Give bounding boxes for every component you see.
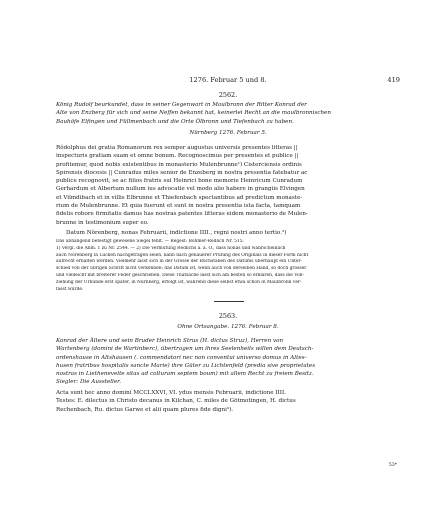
note-line: aufrecht erhalten werden. Vielmehr lässt sich in der Grösse der Buchstaben des Datums überhaupt ein Unter- [56, 259, 303, 265]
regest [56, 337, 400, 387]
note-line: ziehung der Urkunde erst später, in Nürnberg, erfolgt ist, während diese selbst etwa schon in Maulbronn ver- [56, 279, 302, 285]
datum-text: Datum Nŏrenberg, nonas Februarii, indictione IIII., regni nostri anno tertio.²) [66, 230, 287, 236]
text-line: Spirensis diocesis || Cunradus miles senior de Enzeberg in nostra presentia fatebatur ac [56, 169, 308, 176]
regest-line: Alte von Enzberg für sich und seine Neffen bekannt hat, keinerlei Recht an die maulbronnischen [56, 110, 331, 117]
text-line: profitemur, quod nobis existentibus in monasterio Mulenbrunne¹) Cisterciensis ordinis [56, 161, 302, 168]
regest-line: husen fratribus hospitalis sancte Marie) ihre Güter zu Lichtenfeld (predia sive proprietates [56, 362, 316, 369]
regest-line: König Rudolf beurkundet, dass in seiner Gegenwart in Maulbronn der Ritter Konrad der [56, 102, 307, 108]
header-title: 1276. Februar 5 und 8. [189, 76, 267, 84]
text-line: inspecturis gratiam suam et omne bonum. Recognoscimus per presentes et publice || [56, 153, 299, 160]
datum-line [56, 229, 400, 237]
text-line: et Vilmdibach et in villis Elbrunne et Thiefenbach spectantibus ad predictum monaste- [56, 194, 303, 201]
text-line: brunne in testimonium super eo. [56, 219, 149, 226]
text-line: fidelis robore firmitatis damus has nostras patentes litteras eidem monasterio de Mulen- [56, 211, 308, 218]
note-line: und vielleicht mit breiterer Feder geschrieben. Diese Thatsache lässt sich am besten so erklären, dass die Voll- [56, 272, 304, 278]
document-number: 2562. [218, 91, 238, 99]
text-line: Gerhardum et Albertum nullum ius advocatie vel modo alio habere in grangiis Elvingen [56, 186, 305, 193]
sealer-line: Siegler: Die Aussteller. [56, 379, 121, 386]
section-divider [214, 301, 244, 302]
regest-line: Konrad der Ältere und sein Bruder Heinrich Strus (H. dictus Struz), Herren von [56, 338, 284, 344]
text-line: publice recognovit, se ac filios fratris sui Heinrici bone memorie Heinricum Cunradum [56, 178, 303, 185]
note-line: Das abhangend befestigt gewesene Siegel fehlt. — Regest: Böhmer-Redlich Nr. 515. [56, 239, 244, 244]
note-line: 1) Vergl. die Anm. 1 zu Nr. 2544. — 2) Die Vermutung Redlichs a. a. O., dass nonas und wahrscheinlich [56, 245, 286, 251]
charter-text [56, 389, 400, 414]
regest [56, 101, 400, 126]
date-place: Ohne Ortsangabe. 1276. Februar 8. [177, 324, 279, 330]
regest-line: ordenshause in Altshausen (. commendatori nec non conventui universo domus in Altes- [56, 354, 307, 361]
regest-line: Bauhöfe Elfingen und Füllmenbach und die Orte Ölbronn und Tiefenbach zu haben. [56, 118, 294, 125]
date-place: Nürnberg 1276. Februar 5. [189, 130, 267, 136]
text-line: Rechenbach, Ru. dictus Garwe et alii quam plures fide digni³). [56, 406, 234, 413]
note-line: fasst wurde. [56, 286, 84, 292]
running-header [56, 76, 400, 86]
page-number: 419 [387, 76, 400, 84]
signature-mark: 53* [388, 463, 397, 468]
note-line: auch Nŏrenberg in Lücken nachgetragen seien, kann nach genauerer Prüfung des Originals in dieser Form nicht [56, 252, 309, 258]
document-number: 2563. [218, 312, 238, 320]
note-line: schied von der übrigen Schrift nicht verkennen: das Datum ist, wenn auch von derselben Hand, so doch grösser [56, 266, 307, 272]
regest-line: nostras in Liethenevelte sitas ad colturam septem boum) mit allem Recht zu freiem Besitz. [56, 371, 314, 378]
text-line: Acta sunt hec anno domini MCCLXXVI, VI. ydus mensis Februarii, indictione IIII. [56, 390, 286, 396]
footnotes [56, 239, 400, 293]
charter-text [56, 144, 400, 227]
text-line: rium de Mulenbrunne. Et quia fuerunt et sunt in nostra presentia ista facta, tamquam [56, 203, 301, 210]
regest-line: Wartenberg (domini de Wartinberc), übertragen um ihres Seelenheils willen dem Deutsch- [56, 346, 314, 353]
text-line: Rŏdolphus dei gratia Romanorum rex semper augustus universis presentes litteras || [56, 145, 298, 151]
text-line: Testes: E. dilectus in Christo decanus in Kilchan, C. miles de Götmotingen, H. dictus [56, 398, 296, 405]
